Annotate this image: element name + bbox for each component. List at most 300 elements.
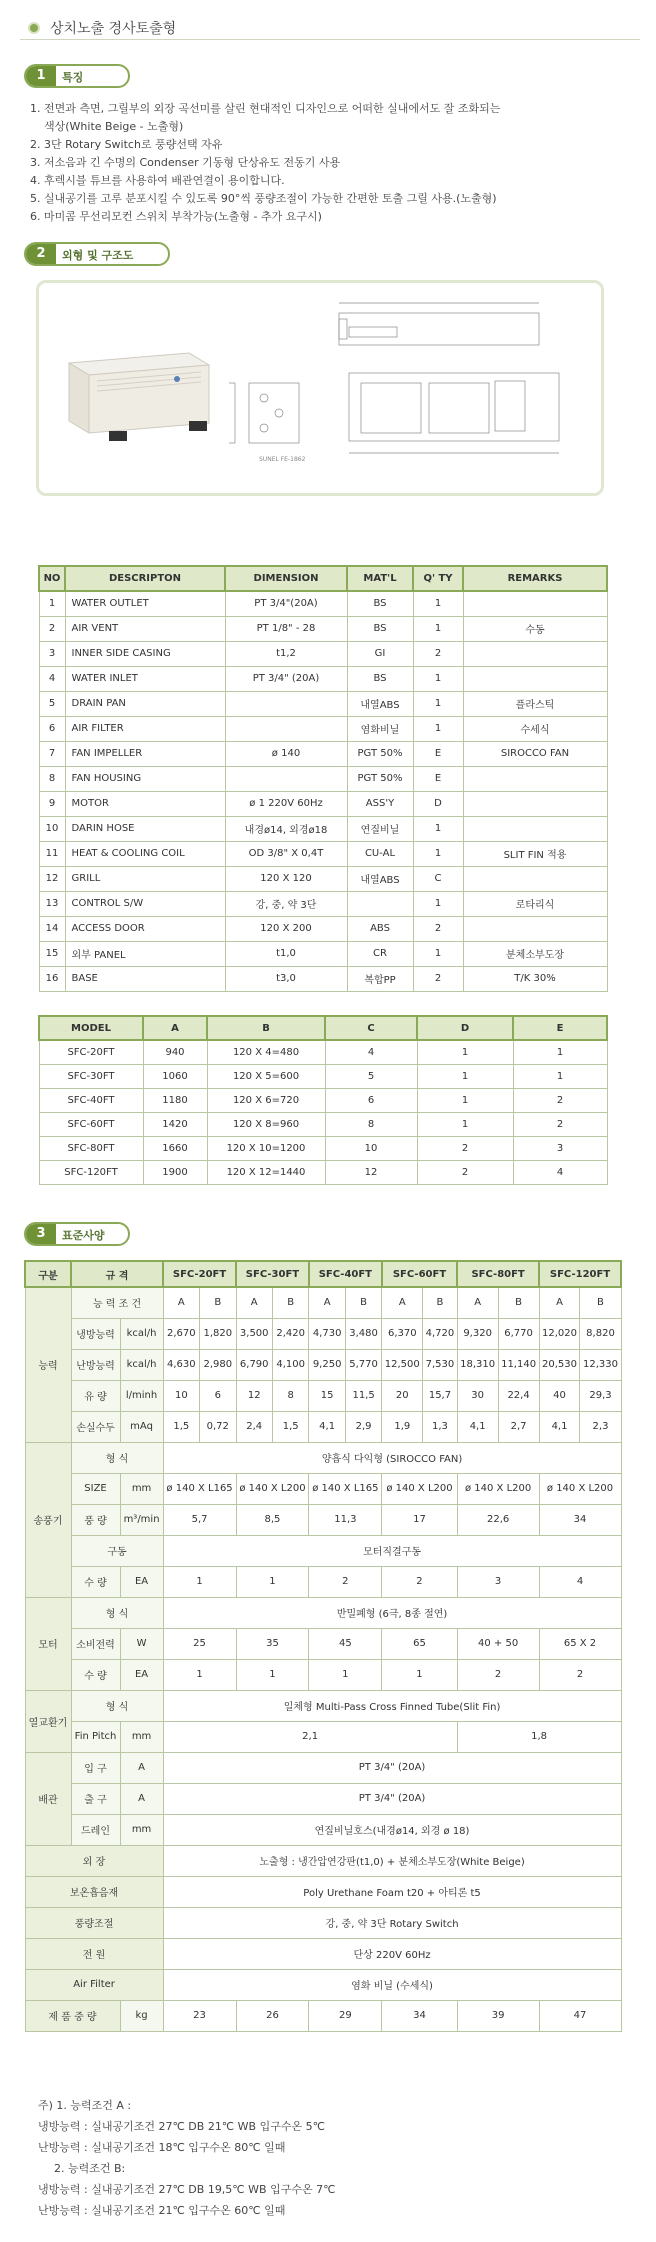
parts-row — [39, 616, 607, 641]
row-label: 손실수두 — [71, 1411, 120, 1442]
model-row — [39, 1064, 607, 1088]
table-cell: 2 — [457, 1659, 539, 1690]
spec-row — [25, 1845, 621, 1876]
feature-item: 1. 전면과 측면, 그릴부의 외장 곡선미를 살린 현대적인 디자인으로 어떠한 실내에서도 잘 조화되는 — [30, 102, 501, 115]
table-cell: B — [345, 1287, 381, 1318]
table-cell: 3,500 — [236, 1318, 272, 1349]
model-row — [39, 1160, 607, 1184]
table-cell: SFC-40FT — [39, 1088, 143, 1112]
feature-item: 5. 실내공기를 고루 분포시킬 수 있도록 90°씩 풍량조절이 가능한 간편한 토출 그릴 사용.(노출형) — [30, 192, 497, 205]
section-number: 1 — [26, 66, 56, 86]
table-cell: 26 — [236, 2000, 309, 2031]
spec-row — [25, 1380, 621, 1411]
model-header: SFC-40FT — [309, 1261, 382, 1287]
row-label: 구동 — [71, 1535, 163, 1566]
table-cell: 2,1 — [163, 1721, 457, 1752]
row-label: 형 식 — [71, 1690, 163, 1721]
parts-row — [39, 866, 607, 891]
spec-table — [24, 1260, 622, 2032]
table-cell: ABS — [347, 916, 413, 941]
table-cell: 9,320 — [457, 1318, 498, 1349]
table-cell: ø 140 X L165 — [309, 1473, 382, 1504]
table-cell: ø 140 X L200 — [539, 1473, 621, 1504]
model-row — [39, 1112, 607, 1136]
table-cell: 2,9 — [345, 1411, 381, 1442]
row-unit: l/minh — [120, 1380, 163, 1411]
table-cell: 플라스틱 — [463, 691, 607, 716]
table-cell: PT 1/8" - 28 — [225, 616, 347, 641]
table-cell: 1,9 — [382, 1411, 423, 1442]
table-cell: BS — [347, 616, 413, 641]
table-cell: 10 — [325, 1136, 417, 1160]
table-cell: SIROCCO FAN — [463, 741, 607, 766]
product-drawing — [39, 283, 601, 493]
model-header: SFC-20FT — [163, 1261, 236, 1287]
table-cell: 1 — [413, 891, 463, 916]
table-cell: 5 — [325, 1064, 417, 1088]
table-cell: GI — [347, 641, 413, 666]
table-cell: 2 — [413, 966, 463, 991]
table-cell: 120 X 8=960 — [207, 1112, 325, 1136]
table-cell: 분체소부도장 — [463, 941, 607, 966]
parts-row — [39, 791, 607, 816]
table-cell: 4,720 — [423, 1318, 457, 1349]
spec-row — [25, 1721, 621, 1752]
table-cell: 4 — [39, 666, 65, 691]
table-cell: 14 — [39, 916, 65, 941]
parts-row — [39, 591, 607, 616]
row-unit: mAq — [120, 1411, 163, 1442]
model-row — [39, 1088, 607, 1112]
table-cell: 4,1 — [309, 1411, 345, 1442]
table-cell: 120 X 10=1200 — [207, 1136, 325, 1160]
table-cell: FAN IMPELLER — [65, 741, 225, 766]
row-label: SIZE — [71, 1473, 120, 1504]
table-cell: 1 — [413, 691, 463, 716]
note-line: 난방능력 : 실내공기조건 21℃ 입구수온 60℃ 일때 — [38, 2204, 286, 2217]
table-cell: 12,500 — [382, 1349, 423, 1380]
table-cell: 2 — [309, 1566, 382, 1597]
table-cell: 내열ABS — [347, 866, 413, 891]
table-cell: 내경ø14, 외경ø18 — [225, 816, 347, 841]
table-cell: 25 — [163, 1628, 236, 1659]
table-cell: 34 — [382, 2000, 457, 2031]
col-header: DIMENSION — [225, 566, 347, 591]
table-cell: 29,3 — [580, 1380, 621, 1411]
table-cell — [463, 666, 607, 691]
table-cell: 노출형 : 냉간압연강판(t1,0) + 분체소부도장(White Beige) — [163, 1845, 621, 1876]
spec-row — [25, 1628, 621, 1659]
bullet-icon — [28, 22, 40, 34]
group-label: 능력 — [25, 1287, 71, 1442]
table-cell: 22,6 — [457, 1504, 539, 1535]
col-header: A — [143, 1016, 207, 1040]
table-cell: 3,480 — [345, 1318, 381, 1349]
table-cell: 20,530 — [539, 1349, 580, 1380]
table-cell: 외부 PANEL — [65, 941, 225, 966]
group-label: 배관 — [25, 1752, 71, 1845]
table-cell — [463, 866, 607, 891]
table-cell: 1 — [413, 816, 463, 841]
table-cell: SFC-80FT — [39, 1136, 143, 1160]
table-cell: 23 — [163, 2000, 236, 2031]
table-cell: E — [413, 741, 463, 766]
parts-row — [39, 816, 607, 841]
spec-row — [25, 2000, 621, 2031]
table-cell: A — [236, 1287, 272, 1318]
table-cell — [463, 766, 607, 791]
table-cell: 6 — [39, 716, 65, 741]
table-cell: SFC-30FT — [39, 1064, 143, 1088]
table-cell: 1 — [413, 591, 463, 616]
table-cell: 8 — [325, 1112, 417, 1136]
table-cell: 45 — [309, 1628, 382, 1659]
section-number: 2 — [26, 244, 56, 264]
table-cell: PT 3/4"(20A) — [225, 591, 347, 616]
spec-row — [25, 1752, 621, 1783]
table-cell: 940 — [143, 1040, 207, 1064]
table-cell: 내열ABS — [347, 691, 413, 716]
table-cell: WATER INLET — [65, 666, 225, 691]
table-cell: 11,3 — [309, 1504, 382, 1535]
table-cell: PGT 50% — [347, 741, 413, 766]
table-cell: 15 — [39, 941, 65, 966]
table-cell: 1180 — [143, 1088, 207, 1112]
table-cell: PGT 50% — [347, 766, 413, 791]
group-label: 송풍기 — [25, 1442, 71, 1597]
spec-row — [25, 1504, 621, 1535]
table-cell: 2,3 — [580, 1411, 621, 1442]
table-cell: t1,0 — [225, 941, 347, 966]
table-cell: ø 140 X L200 — [457, 1473, 539, 1504]
table-cell: 2,4 — [236, 1411, 272, 1442]
table-cell: 1 — [39, 591, 65, 616]
table-cell: 7,530 — [423, 1349, 457, 1380]
table-cell: ASS'Y — [347, 791, 413, 816]
table-cell: 2,7 — [498, 1411, 539, 1442]
table-cell: 5,7 — [163, 1504, 236, 1535]
table-cell: A — [457, 1287, 498, 1318]
spec-row — [25, 1814, 621, 1845]
table-cell: 1 — [236, 1566, 309, 1597]
page-header — [20, 14, 640, 40]
table-cell: 120 X 6=720 — [207, 1088, 325, 1112]
table-cell: 4 — [325, 1040, 417, 1064]
row-label: 전 원 — [25, 1938, 163, 1969]
table-cell: 2 — [39, 616, 65, 641]
table-cell: 2 — [413, 916, 463, 941]
row-unit: A — [120, 1752, 163, 1783]
table-cell: 6,790 — [236, 1349, 272, 1380]
parts-row — [39, 891, 607, 916]
row-label: Fin Pitch — [71, 1721, 120, 1752]
feature-item: 4. 후렉시블 튜브를 사용하여 배관연결이 용이합니다. — [30, 174, 285, 187]
table-cell — [463, 591, 607, 616]
table-cell: 1,3 — [423, 1411, 457, 1442]
row-label: 소비전력 — [71, 1628, 120, 1659]
table-cell: 65 — [382, 1628, 457, 1659]
table-cell: 1 — [163, 1566, 236, 1597]
table-cell: 1,8 — [457, 1721, 621, 1752]
parts-table-header — [39, 566, 607, 591]
table-cell: ø 140 — [225, 741, 347, 766]
table-cell: 12,330 — [580, 1349, 621, 1380]
spec-row — [25, 1442, 621, 1473]
product-figure-box — [36, 280, 604, 496]
table-cell: 8 — [272, 1380, 308, 1411]
table-cell: 3 — [513, 1136, 607, 1160]
table-cell: 18,310 — [457, 1349, 498, 1380]
table-cell: 8,5 — [236, 1504, 309, 1535]
parts-row — [39, 766, 607, 791]
col-header: 규 격 — [71, 1261, 163, 1287]
table-cell: 1,5 — [163, 1411, 199, 1442]
row-unit: m³/min — [120, 1504, 163, 1535]
table-cell: E — [413, 766, 463, 791]
table-cell: 4,1 — [457, 1411, 498, 1442]
table-cell: ø 140 X L165 — [163, 1473, 236, 1504]
col-header: C — [325, 1016, 417, 1040]
table-cell: 13 — [39, 891, 65, 916]
col-header: DESCRIPTON — [65, 566, 225, 591]
section-label: 표준사양 — [62, 1229, 105, 1242]
table-cell: 6 — [200, 1380, 236, 1411]
model-dimension-table — [38, 1015, 608, 1185]
row-label: 형 식 — [71, 1597, 163, 1628]
table-cell: CR — [347, 941, 413, 966]
table-cell: WATER OUTLET — [65, 591, 225, 616]
table-cell: 10 — [39, 816, 65, 841]
parts-row — [39, 741, 607, 766]
table-cell: 로타리식 — [463, 891, 607, 916]
table-cell: 2 — [382, 1566, 457, 1597]
feature-item: 색상(White Beige - 노출형) — [44, 120, 184, 133]
section-heading-structure — [24, 242, 170, 266]
table-cell: 일체형 Multi-Pass Cross Finned Tube(Slit Fin) — [163, 1690, 621, 1721]
row-label: 입 구 — [71, 1752, 120, 1783]
table-cell: 120 X 4=480 — [207, 1040, 325, 1064]
table-cell: 3 — [39, 641, 65, 666]
table-cell: Poly Urethane Foam t20 + 아티론 t5 — [163, 1876, 621, 1907]
group-label: 모터 — [25, 1597, 71, 1690]
table-cell: 10 — [163, 1380, 199, 1411]
section-number: 3 — [26, 1224, 56, 1244]
parts-row — [39, 966, 607, 991]
table-cell: 4,730 — [309, 1318, 345, 1349]
row-label: 풍량조절 — [25, 1907, 163, 1938]
table-cell: 반밀폐형 (6극, 8종 절연) — [163, 1597, 621, 1628]
table-cell: 15 — [309, 1380, 345, 1411]
table-cell: T/K 30% — [463, 966, 607, 991]
table-cell: 16 — [39, 966, 65, 991]
table-cell: ø 140 X L200 — [236, 1473, 309, 1504]
table-cell: AIR FILTER — [65, 716, 225, 741]
table-cell: 3 — [457, 1566, 539, 1597]
table-cell: GRILL — [65, 866, 225, 891]
model-header: SFC-120FT — [539, 1261, 621, 1287]
table-cell: 4,630 — [163, 1349, 199, 1380]
table-cell: DARIN HOSE — [65, 816, 225, 841]
table-cell: MOTOR — [65, 791, 225, 816]
spec-row — [25, 1318, 621, 1349]
model-header: SFC-80FT — [457, 1261, 539, 1287]
table-cell: 17 — [382, 1504, 457, 1535]
note-line: 2. 능력조건 B: — [54, 2162, 126, 2175]
table-cell — [225, 766, 347, 791]
table-cell: 1 — [413, 716, 463, 741]
table-cell: 모터직결구동 — [163, 1535, 621, 1566]
page-title: 상치노출 경사토출형 — [50, 21, 177, 37]
spec-row — [25, 1349, 621, 1380]
table-cell: 1 — [417, 1064, 513, 1088]
table-cell: D — [413, 791, 463, 816]
spec-row — [25, 1907, 621, 1938]
table-cell: 2 — [417, 1160, 513, 1184]
table-cell: 39 — [457, 2000, 539, 2031]
table-cell: 7 — [39, 741, 65, 766]
parts-row — [39, 666, 607, 691]
parts-row — [39, 716, 607, 741]
spec-row — [25, 1969, 621, 2000]
table-cell: 수동 — [463, 616, 607, 641]
feature-list — [30, 100, 630, 226]
section-label: 특징 — [62, 71, 84, 84]
spec-row — [25, 1783, 621, 1814]
row-unit: EA — [120, 1659, 163, 1690]
table-cell: 1060 — [143, 1064, 207, 1088]
table-cell: HEAT & COOLING COIL — [65, 841, 225, 866]
table-cell: 1 — [413, 841, 463, 866]
model-header: SFC-60FT — [382, 1261, 457, 1287]
col-header: NO — [39, 566, 65, 591]
spec-row — [25, 1535, 621, 1566]
table-cell: A — [309, 1287, 345, 1318]
model-row — [39, 1136, 607, 1160]
table-cell: 40 + 50 — [457, 1628, 539, 1659]
table-cell: 1 — [417, 1112, 513, 1136]
row-unit: kg — [120, 2000, 163, 2031]
table-cell: PT 3/4" (20A) — [225, 666, 347, 691]
table-cell: B — [580, 1287, 621, 1318]
table-cell: 12 — [325, 1160, 417, 1184]
table-cell: 1 — [309, 1659, 382, 1690]
table-cell: 1 — [163, 1659, 236, 1690]
drawing-label: SUNEL FE-1862 — [259, 456, 306, 463]
col-header: REMARKS — [463, 566, 607, 591]
note-line: 주) 1. 능력조건 A : — [38, 2099, 132, 2112]
table-cell: ø 1 220V 60Hz — [225, 791, 347, 816]
table-cell: 12 — [39, 866, 65, 891]
feature-item: 2. 3단 Rotary Switch로 풍량선택 자유 — [30, 138, 223, 151]
col-header: E — [513, 1016, 607, 1040]
table-cell: 2,670 — [163, 1318, 199, 1349]
row-unit: mm — [120, 1721, 163, 1752]
table-cell: SFC-60FT — [39, 1112, 143, 1136]
table-cell: 1420 — [143, 1112, 207, 1136]
feature-item: 3. 저소음과 긴 수명의 Condenser 기동형 단상유도 전동기 사용 — [30, 156, 341, 169]
table-cell: 9,250 — [309, 1349, 345, 1380]
table-cell: 1900 — [143, 1160, 207, 1184]
table-cell: 염화비닐 — [347, 716, 413, 741]
table-cell: 연질비닐호스(내경ø14, 외경 ø 18) — [163, 1814, 621, 1845]
table-cell: 2,980 — [200, 1349, 236, 1380]
spec-row — [25, 1690, 621, 1721]
table-cell: B — [423, 1287, 457, 1318]
table-cell: 1 — [513, 1064, 607, 1088]
table-cell: 9 — [39, 791, 65, 816]
table-cell: SFC-20FT — [39, 1040, 143, 1064]
section-heading-spec — [24, 1222, 130, 1246]
table-cell: A — [382, 1287, 423, 1318]
table-cell: 11,140 — [498, 1349, 539, 1380]
table-cell: 29 — [309, 2000, 382, 2031]
row-unit: A — [120, 1783, 163, 1814]
col-header: D — [417, 1016, 513, 1040]
table-cell: 22,4 — [498, 1380, 539, 1411]
parts-row — [39, 641, 607, 666]
table-cell: A — [539, 1287, 580, 1318]
row-unit: kcal/h — [120, 1318, 163, 1349]
table-cell: SLIT FIN 적용 — [463, 841, 607, 866]
row-label: 유 량 — [71, 1380, 120, 1411]
table-cell: 5 — [39, 691, 65, 716]
table-cell: INNER SIDE CASING — [65, 641, 225, 666]
row-label: 보온흡음재 — [25, 1876, 163, 1907]
table-cell: BASE — [65, 966, 225, 991]
row-label: 수 량 — [71, 1659, 120, 1690]
col-header: Q' TY — [413, 566, 463, 591]
row-unit: mm — [120, 1814, 163, 1845]
row-label: 능 력 조 건 — [71, 1287, 163, 1318]
table-cell: 2 — [513, 1112, 607, 1136]
section-label: 외형 및 구조도 — [62, 249, 134, 262]
row-label: 형 식 — [71, 1442, 163, 1473]
row-label: 외 장 — [25, 1845, 163, 1876]
table-cell: 2 — [413, 641, 463, 666]
table-cell: 강, 중, 약 3단 — [225, 891, 347, 916]
parts-row — [39, 841, 607, 866]
table-cell: 1,820 — [200, 1318, 236, 1349]
spec-row — [25, 1287, 621, 1318]
spec-row — [25, 1566, 621, 1597]
technical-drawing — [229, 303, 559, 453]
table-cell: 5,770 — [345, 1349, 381, 1380]
table-cell: 47 — [539, 2000, 621, 2031]
table-cell: 6 — [325, 1088, 417, 1112]
spec-row — [25, 1659, 621, 1690]
section-heading-features — [24, 64, 130, 88]
table-cell: 1,5 — [272, 1411, 308, 1442]
table-cell — [463, 916, 607, 941]
row-unit: EA — [120, 1566, 163, 1597]
model-row — [39, 1040, 607, 1064]
table-cell: 1660 — [143, 1136, 207, 1160]
table-cell: 15,7 — [423, 1380, 457, 1411]
table-cell: PT 3/4" (20A) — [163, 1783, 621, 1814]
table-cell: 양흡식 다익형 (SIROCCO FAN) — [163, 1442, 621, 1473]
table-cell: PT 3/4" (20A) — [163, 1752, 621, 1783]
row-label: 난방능력 — [71, 1349, 120, 1380]
table-cell: 2,420 — [272, 1318, 308, 1349]
table-cell: 8 — [39, 766, 65, 791]
table-cell: 11 — [39, 841, 65, 866]
note-line: 냉방능력 : 실내공기조건 27℃ DB 19,5℃ WB 입구수온 7℃ — [38, 2183, 336, 2196]
table-cell: DRAIN PAN — [65, 691, 225, 716]
table-cell: 4 — [539, 1566, 621, 1597]
spec-row — [25, 1473, 621, 1504]
table-cell: 12,020 — [539, 1318, 580, 1349]
table-cell — [463, 641, 607, 666]
